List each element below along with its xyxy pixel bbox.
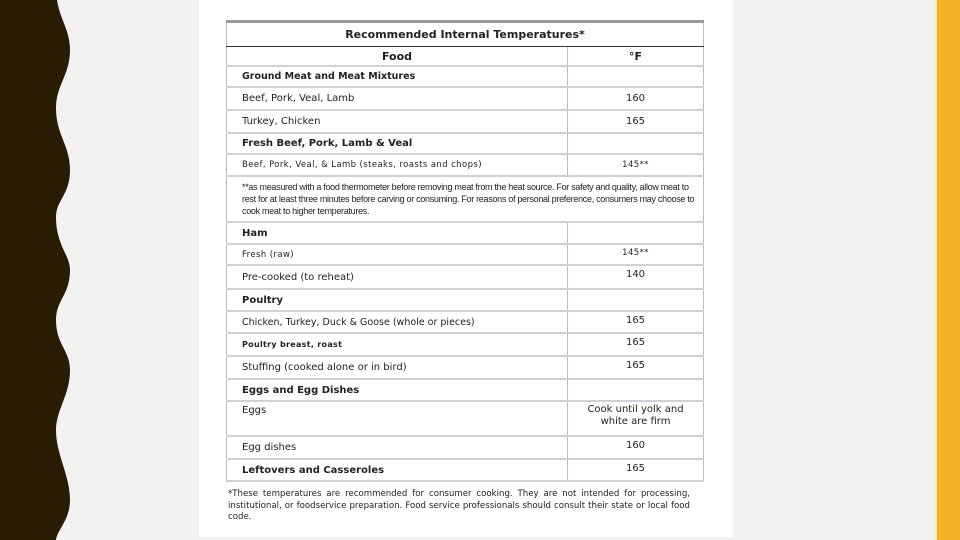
table-title: Recommended Internal Temperatures* (227, 22, 704, 47)
table-title-row (227, 22, 704, 47)
temp-value: 165 (568, 459, 704, 481)
category-label: Ground Meat and Meat Mixtures (227, 66, 568, 87)
table-row (227, 311, 704, 333)
column-header-food: Food (227, 47, 568, 67)
table-row (227, 87, 704, 110)
table-row (227, 356, 704, 379)
food-label: Stuffing (cooked alone or in bird) (227, 356, 568, 379)
table-row (227, 333, 704, 356)
category-row (227, 222, 704, 244)
temp-value: 140 (568, 265, 704, 289)
temp-value: Cook until yolk and white are firm (568, 401, 704, 436)
temp-value: 145** (568, 244, 704, 265)
food-label: Beef, Pork, Veal, & Lamb (steaks, roasts and chops) (227, 154, 568, 176)
category-row (227, 66, 704, 87)
category-label: Fresh Beef, Pork, Lamb & Veal (227, 133, 568, 154)
temp-value (568, 379, 704, 401)
food-label: Eggs (227, 401, 568, 436)
table-row (227, 265, 704, 289)
category-row (227, 459, 704, 481)
food-label: Poultry breast, roast (227, 333, 568, 356)
table-row (227, 401, 704, 436)
temp-value: 165 (568, 356, 704, 379)
temperature-table (226, 20, 704, 482)
category-row (227, 379, 704, 401)
category-row (227, 133, 704, 154)
category-label: Eggs and Egg Dishes (227, 379, 568, 401)
accent-bar (937, 0, 960, 540)
temp-value (568, 222, 704, 244)
temp-value: 165 (568, 333, 704, 356)
category-label: Leftovers and Casseroles (227, 459, 568, 481)
table-header-row (227, 47, 704, 67)
table-row (227, 110, 704, 133)
food-label: Chicken, Turkey, Duck & Goose (whole or pieces) (227, 311, 568, 333)
temp-value: 165 (568, 110, 704, 133)
wavy-band-shape (0, 0, 70, 540)
document-page (199, 0, 733, 537)
category-label: Ham (227, 222, 568, 244)
table-row (227, 244, 704, 265)
temp-value: 165 (568, 311, 704, 333)
food-label: Fresh (raw) (227, 244, 568, 265)
temp-value (568, 133, 704, 154)
category-label: Poultry (227, 289, 568, 311)
temp-value (568, 66, 704, 87)
food-label: Egg dishes (227, 436, 568, 459)
column-header-temp: °F (568, 47, 704, 67)
table-row (227, 154, 704, 176)
table-row (227, 436, 704, 459)
footnote: *These temperatures are recommended for consumer cooking. They are not intended for processing, institutional, or foodservice preparation. Food service professionals should consult their state or local food code. (228, 489, 690, 522)
food-label: Turkey, Chicken (227, 110, 568, 133)
food-label: Beef, Pork, Veal, Lamb (227, 87, 568, 110)
note-row (227, 176, 704, 222)
temp-value: 160 (568, 436, 704, 459)
temp-value: 160 (568, 87, 704, 110)
decorative-wavy-band (0, 0, 80, 540)
temp-value: 145** (568, 154, 704, 176)
food-label: Pre-cooked (to reheat) (227, 265, 568, 289)
category-row (227, 289, 704, 311)
temp-value (568, 289, 704, 311)
doneness-note: **as measured with a food thermometer before removing meat from the heat source. For safety and quality, allow meat to rest for at least three minutes before carving or consuming. For reasons of personal preference, consumers may choose to cook meat to higher temperatures. (227, 176, 704, 222)
